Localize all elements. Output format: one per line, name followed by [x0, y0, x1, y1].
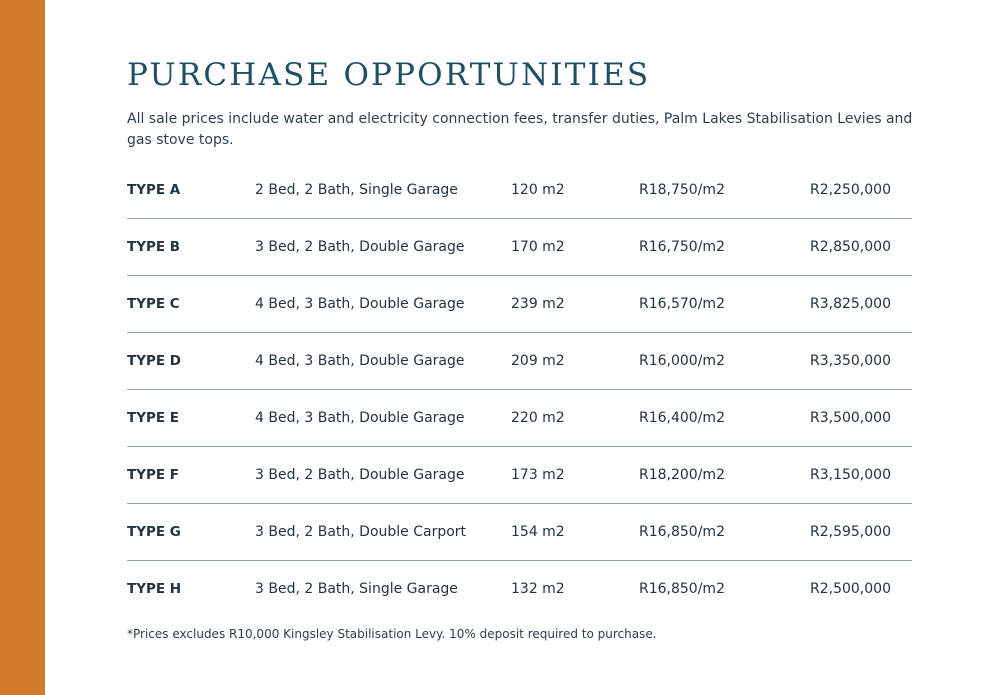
- unit-rate: R16,570/m2: [639, 296, 725, 312]
- unit-price: R2,500,000: [810, 581, 891, 597]
- unit-type: TYPE H: [127, 581, 182, 597]
- unit-rate: R16,750/m2: [639, 239, 725, 255]
- table-row: [127, 447, 912, 504]
- unit-type: TYPE B: [127, 239, 181, 255]
- table-row: [127, 390, 912, 447]
- unit-description: 4 Bed, 3 Bath, Double Garage: [255, 353, 465, 369]
- unit-rate: R16,400/m2: [639, 410, 725, 426]
- unit-size: 209 m2: [511, 353, 565, 369]
- unit-description: 4 Bed, 3 Bath, Double Garage: [255, 296, 465, 312]
- unit-type: TYPE D: [127, 353, 182, 369]
- unit-description: 2 Bed, 2 Bath, Single Garage: [255, 182, 458, 198]
- unit-price: R3,825,000: [810, 296, 891, 312]
- unit-size: 220 m2: [511, 410, 565, 426]
- unit-size: 173 m2: [511, 467, 565, 483]
- unit-size: 239 m2: [511, 296, 565, 312]
- unit-description: 3 Bed, 2 Bath, Single Garage: [255, 581, 458, 597]
- unit-rate: R18,750/m2: [639, 182, 725, 198]
- unit-rate: R18,200/m2: [639, 467, 725, 483]
- page-title: PURCHASE OPPORTUNITIES: [127, 57, 651, 93]
- unit-price: R2,850,000: [810, 239, 891, 255]
- unit-rate: R16,850/m2: [639, 581, 725, 597]
- unit-price: R3,500,000: [810, 410, 891, 426]
- unit-price: R3,150,000: [810, 467, 891, 483]
- pricing-table: [127, 162, 912, 617]
- unit-type: TYPE F: [127, 467, 180, 483]
- unit-type: TYPE G: [127, 524, 181, 540]
- unit-price: R3,350,000: [810, 353, 891, 369]
- unit-rate: R16,000/m2: [639, 353, 725, 369]
- unit-size: 132 m2: [511, 581, 565, 597]
- table-row: [127, 504, 912, 561]
- table-row: [127, 276, 912, 333]
- unit-size: 120 m2: [511, 182, 565, 198]
- unit-type: TYPE E: [127, 410, 180, 426]
- unit-type: TYPE A: [127, 182, 181, 198]
- table-row: [127, 333, 912, 390]
- unit-price: R2,595,000: [810, 524, 891, 540]
- unit-type: TYPE C: [127, 296, 180, 312]
- unit-size: 154 m2: [511, 524, 565, 540]
- footnote: *Prices excludes R10,000 Kingsley Stabilisation Levy. 10% deposit required to purchase.: [127, 627, 657, 641]
- table-row: [127, 162, 912, 219]
- unit-description: 3 Bed, 2 Bath, Double Carport: [255, 524, 467, 540]
- table-row: [127, 561, 912, 617]
- unit-description: 4 Bed, 3 Bath, Double Garage: [255, 410, 465, 426]
- accent-bar: [0, 0, 45, 695]
- intro-text: All sale prices include water and electricity connection fees, transfer duties, Palm Lakes Stabilisation Levies and gas stove tops.: [127, 111, 913, 148]
- unit-price: R2,250,000: [810, 182, 891, 198]
- unit-size: 170 m2: [511, 239, 565, 255]
- table-row: [127, 219, 912, 276]
- unit-description: 3 Bed, 2 Bath, Double Garage: [255, 467, 465, 483]
- unit-rate: R16,850/m2: [639, 524, 725, 540]
- unit-description: 3 Bed, 2 Bath, Double Garage: [255, 239, 465, 255]
